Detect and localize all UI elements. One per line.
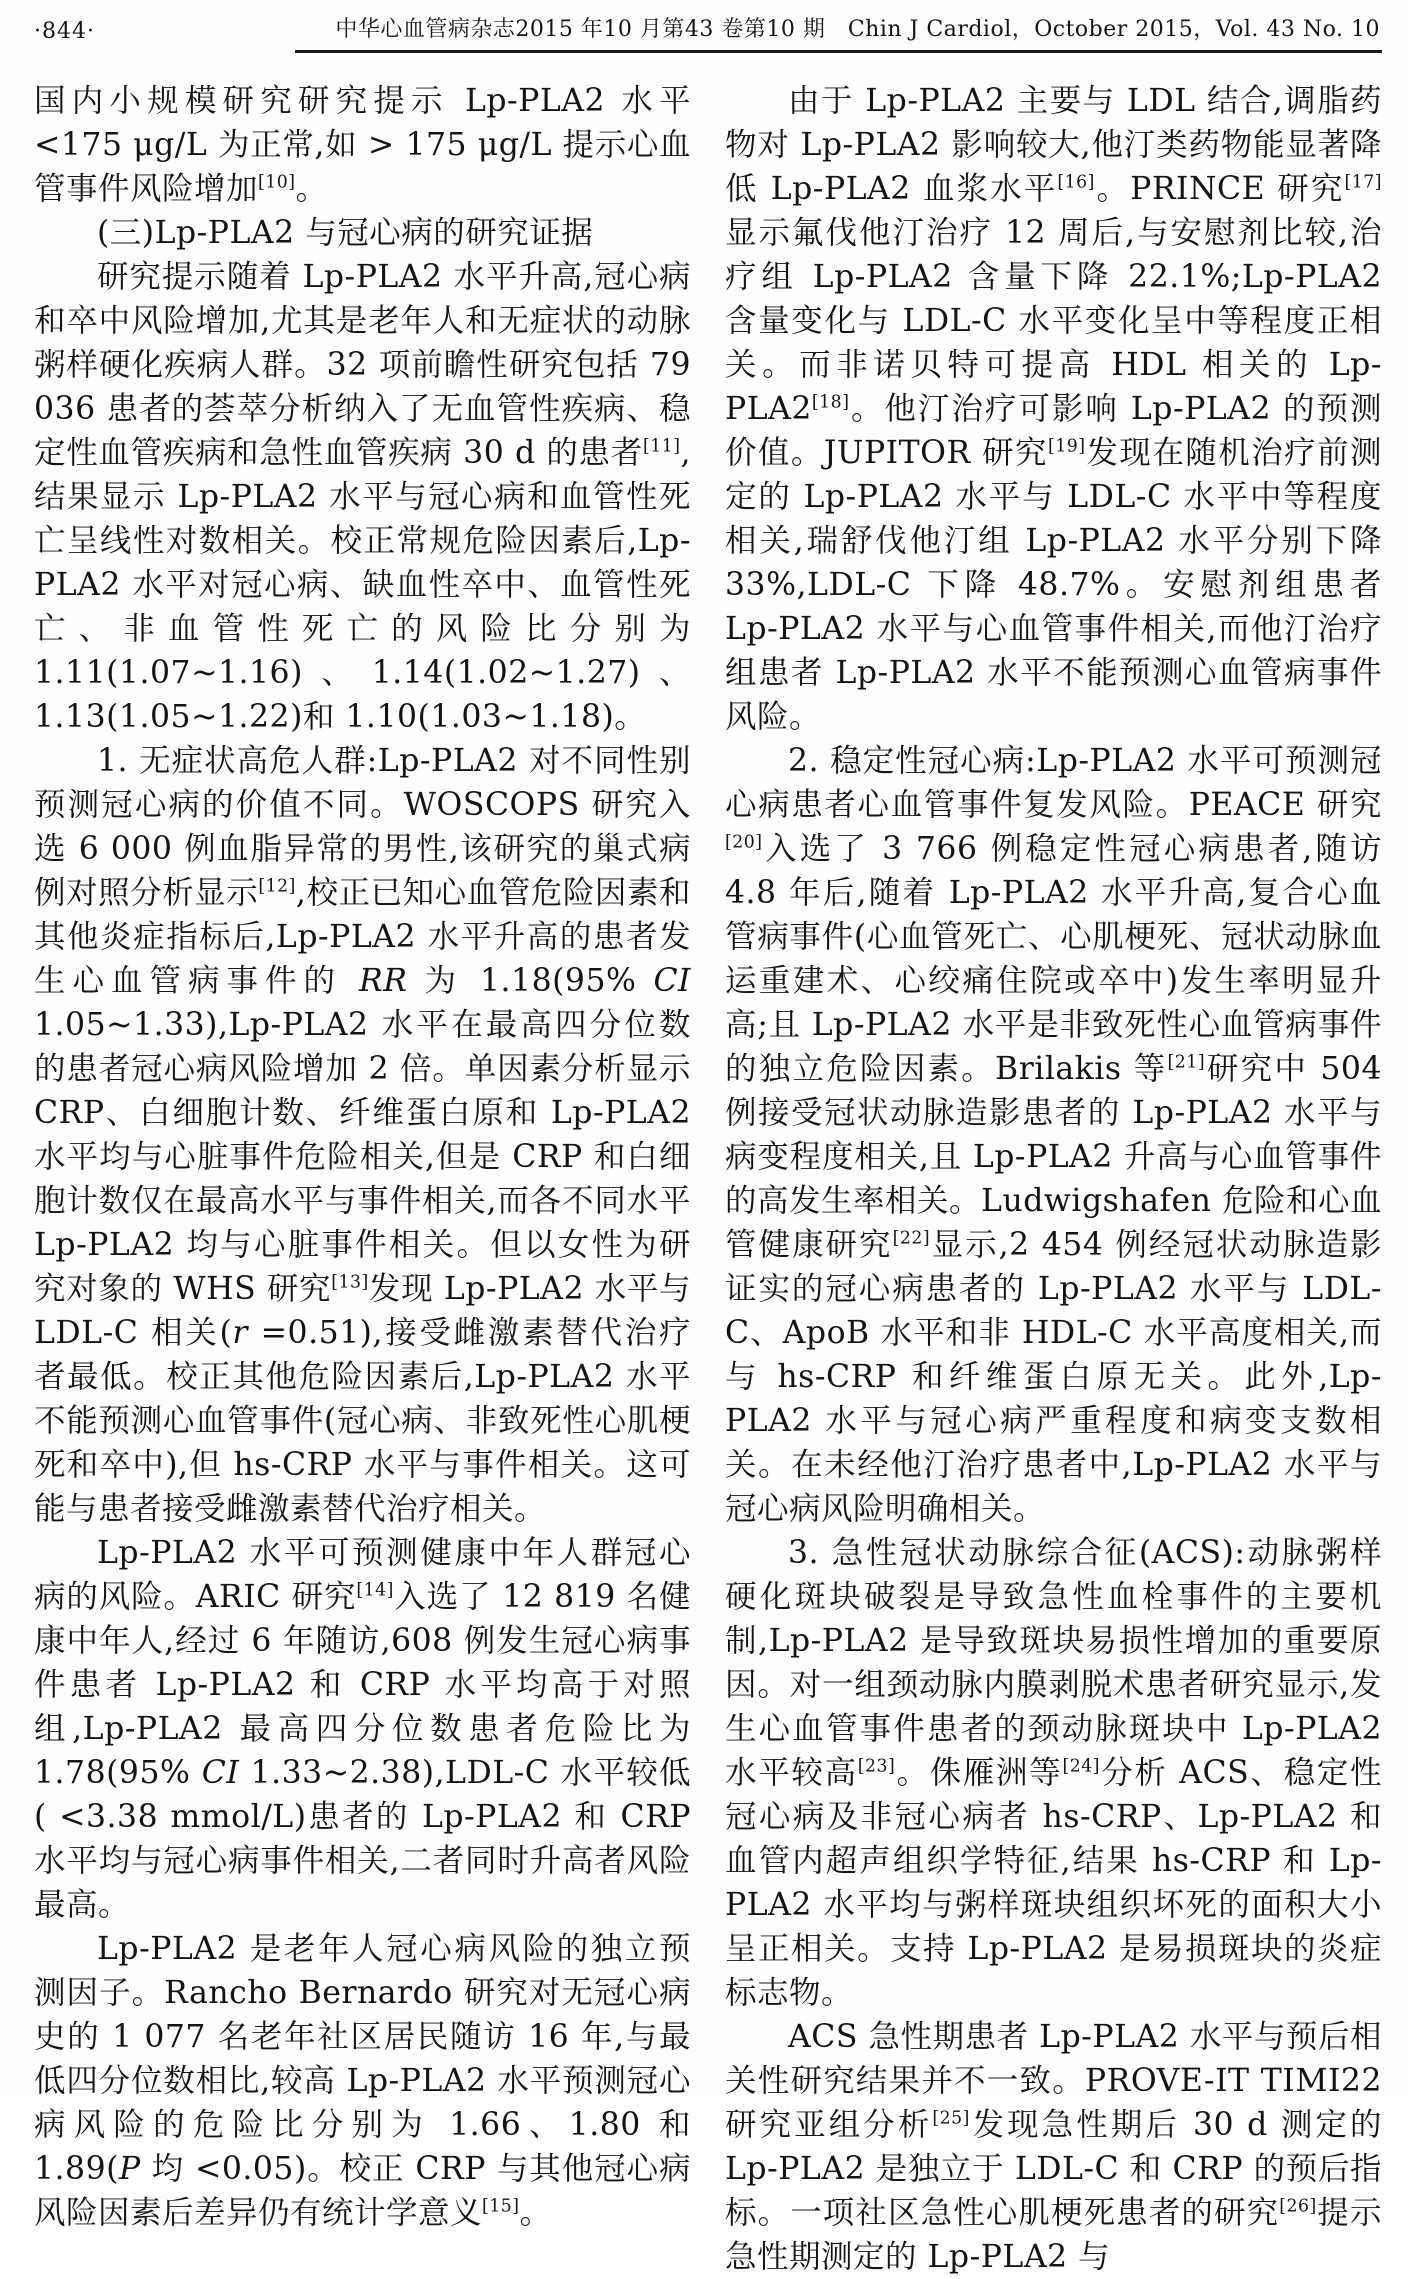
reference-marker: [18] [811, 392, 850, 413]
reference-marker: [23] [857, 1756, 896, 1777]
italic-term: r [232, 1314, 248, 1351]
page-header [34, 16, 1382, 53]
paragraph: 国内小规模研究研究提示 Lp-PLA2 水平 <175 μg/L 为正常,如 > 175 μg/L 提示心血管事件风险增加[10]。 [34, 82, 691, 207]
left-column [34, 79, 691, 2279]
paragraph: 3. 急性冠状动脉综合征(ACS):动脉粥样硬化斑块破裂是导致急性血栓事件的主要机制,Lp-PLA2 是导致斑块易损性增加的重要原因。对一组颈动脉内膜剥脱术患者研究显示,发生心血管事件患者的颈动脉斑块中 Lp-PLA2 水平较高[23]。侏雁洲等[24]分析 ACS、稳定性冠心病及非冠心病者 hs-CRP、Lp-PLA2 和血管内超声组织学特征,结果 hs-CRP 和 Lp-PLA2 水平均与粥样斑块组织坏死的面积大小呈正相关。支持 Lp-PLA2 是易损斑块的炎症标志物。 [725, 1534, 1382, 2011]
reference-marker: [16] [1057, 172, 1095, 193]
paragraph: Lp-PLA2 水平可预测健康中年人群冠心病的风险。ARIC 研究[14]入选了 12 819 名健康中年人,经过 6 年随访,608 例发生冠心病事件患者 Lp-PLA2 和 CRP 水平均高于对照组,Lp-PLA2 最高四分位数患者危险比为 1.78(95% CI 1.33~2.38),LDL-C 水平较低( <3.38 mmol/L)患者的 Lp-PLA2 和 CRP 水平均与冠心病事件相关,二者同时升高者风险最高。 [34, 1534, 692, 1923]
reference-marker: [19] [1048, 436, 1086, 457]
reference-marker: [11] [642, 436, 681, 457]
right-column [725, 79, 1382, 2279]
paragraph: (三)Lp-PLA2 与冠心病的研究证据 [97, 214, 594, 251]
reference-marker: [24] [1062, 1756, 1101, 1777]
paragraph: Lp-PLA2 是老年人冠心病风险的独立预测因子。Rancho Bernardo 研究对无冠心病史的 1 077 名老年社区居民随访 16 年,与最低四分位数相比,较高 Lp-PLA2 水平预测冠心病风险的危险比分别为 1.66、1.80 和 1.89(P 均 <0.05)。校正 CRP 与其他冠心病风险因素后差异仍有统计学意义[15]。 [34, 1930, 691, 2231]
reference-marker: [22] [892, 1228, 931, 1249]
italic-term: CI [201, 1754, 240, 1791]
italic-term: CI [653, 962, 691, 999]
reference-marker: [21] [1167, 1052, 1206, 1073]
reference-marker: [12] [258, 876, 296, 897]
reference-marker: [15] [482, 2196, 520, 2217]
reference-marker: [25] [932, 2108, 970, 2129]
reference-marker: [20] [725, 832, 763, 853]
paragraph: ACS 急性期患者 Lp-PLA2 水平与预后相关性研究结果并不一致。PROVE-IT TIMI22 研究亚组分析[25]发现急性期后 30 d 测定的 Lp-PLA2 是独立于 LDL-C 和 CRP 的预后指标。一项社区急性心肌梗死患者的研究[26]提示急性期测定的 Lp-PLA2 与 [725, 2018, 1382, 2275]
reference-marker: [26] [1279, 2196, 1317, 2217]
paragraph: 研究提示随着 Lp-PLA2 水平升高,冠心病和卒中风险增加,尤其是老年人和无症状的动脉粥样硬化疾病人群。32 项前瞻性研究包括 79 036 患者的荟萃分析纳入了无血管性疾病、稳定性血管疾病和急性血管疾病 30 d 的患者[11],结果显示 Lp-PLA2 水平与冠心病和血管性死亡呈线性对数相关。校正常规危险因素后,Lp-PLA2 水平对冠心病、缺血性卒中、血管性死亡、非血管性死亡的风险比分别为 1.11(1.07~1.16)、1.14(1.02~1.27)、1.13(1.05~1.22)和 1.10(1.03~1.18)。 [34, 258, 691, 735]
reference-marker: [13] [331, 1272, 369, 1293]
paragraph: 由于 Lp-PLA2 主要与 LDL 结合,调脂药物对 Lp-PLA2 影响较大,他汀类药物能显著降低 Lp-PLA2 血浆水平[16]。PRINCE 研究[17]显示氟伐他汀治疗 12 周后,与安慰剂比较,治疗组 Lp-PLA2 含量下降 22.1%;Lp-PLA2 含量变化与 LDL-C 水平变化呈中等程度正相关。而非诺贝特可提高 HDL 相关的 Lp-PLA2[18]。他汀治疗可影响 Lp-PLA2 的预测价值。JUPITOR 研究[19]发现在随机治疗前测定的 Lp-PLA2 水平与 LDL-C 水平中等程度相关,瑞舒伐他汀组 Lp-PLA2 水平分别下降 33%,LDL-C 下降 48.7%。安慰剂组患者 Lp-PLA2 水平与心血管事件相关,而他汀治疗组患者 Lp-PLA2 水平不能预测心血管病事件风险。 [725, 82, 1383, 735]
page-number: ·844· [34, 19, 95, 44]
article-body [34, 79, 1382, 2279]
paragraph: 1. 无症状高危人群:Lp-PLA2 对不同性别预测冠心病的价值不同。WOSCOPS 研究入选 6 000 例血脂异常的男性,该研究的巢式病例对照分析显示[12],校正已知心血管危险因素和其他炎症指标后,Lp-PLA2 水平升高的患者发生心血管病事件的 RR 为 1.18(95% CI 1.05~1.33),Lp-PLA2 水平在最高四分位数的患者冠心病风险增加 2 倍。单因素分析显示 CRP、白细胞计数、纤维蛋白原和 Lp-PLA2 水平均与心脏事件危险相关,但是 CRP 和白细胞计数仅在最高水平与事件相关,而各不同水平 Lp-PLA2 均与心脏事件相关。但以女性为研究对象的 WHS 研究[13]发现 Lp-PLA2 水平与 LDL-C 相关(r =0.51),接受雌激素替代治疗者最低。校正其他危险因素后,Lp-PLA2 水平不能预测心血管事件(冠心病、非致死性心肌梗死和卒中),但 hs-CRP 水平与事件相关。这可能与患者接受雌激素替代治疗相关。 [34, 742, 691, 1527]
reference-marker: [17] [1344, 172, 1383, 193]
italic-term: RR [359, 962, 408, 999]
reference-marker: [10] [258, 172, 296, 193]
journal-title-line: 中华心血管病杂志2015 年10 月第43 卷第10 期 Chin J Cardiol，October 2015，Vol. 43 No. 10 [295, 16, 1382, 53]
paragraph: 2. 稳定性冠心病:Lp-PLA2 水平可预测冠心病患者心血管事件复发风险。PEACE 研究[20]入选了 3 766 例稳定性冠心病患者,随访 4.8 年后,随着 Lp-PLA2 水平升高,复合心血管病事件(心血管死亡、心肌梗死、冠状动脉血运重建术、心绞痛住院或卒中)发生率明显升高;且 Lp-PLA2 水平是非致死性心血管病事件的独立危险因素。Brilakis 等[21]研究中 504 例接受冠状动脉造影患者的 Lp-PLA2 水平与病变程度相关,且 Lp-PLA2 升高与心血管事件的高发生率相关。Ludwigshafen 危险和心血管健康研究[22]显示,2 454 例经冠状动脉造影证实的冠心病患者的 Lp-PLA2 水平与 LDL-C、ApoB 水平和非 HDL-C 水平高度相关,而与 hs-CRP 和纤维蛋白原无关。此外,Lp-PLA2 水平与冠心病严重程度和病变支数相关。在未经他汀治疗患者中,Lp-PLA2 水平与冠心病风险明确相关。 [725, 742, 1382, 1527]
reference-marker: [14] [356, 1580, 394, 1601]
italic-term: P [118, 2150, 141, 2187]
